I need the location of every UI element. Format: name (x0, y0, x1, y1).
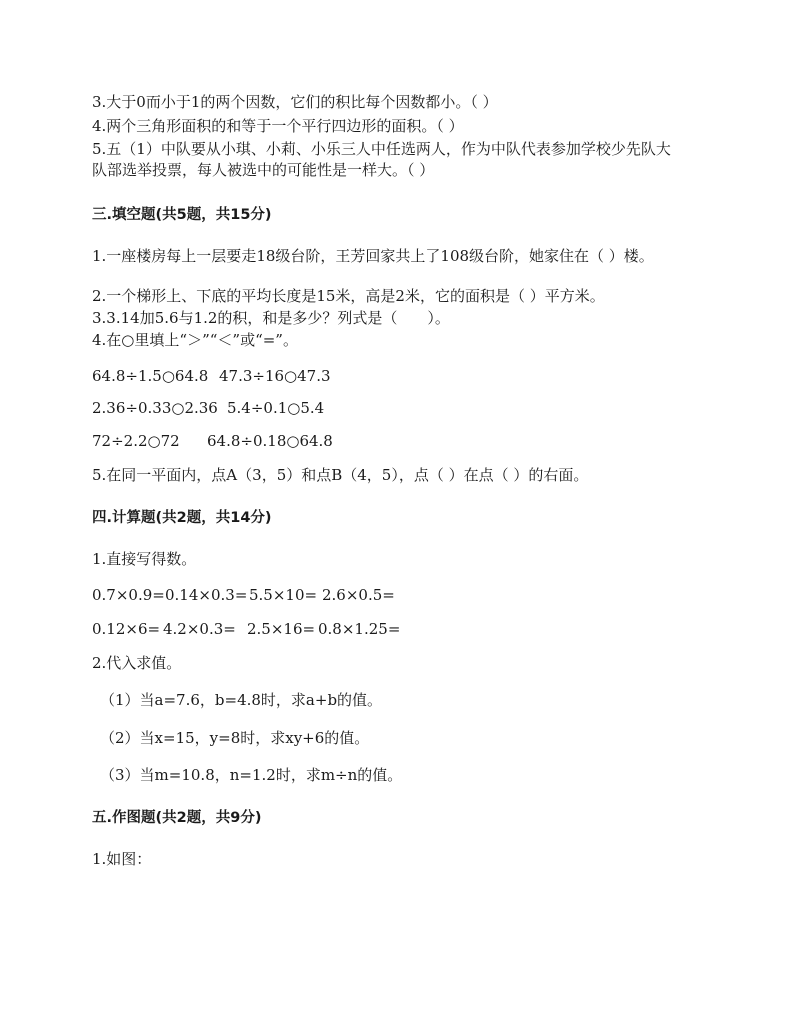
compare-item: 2.36÷0.33○2.36 (92, 399, 218, 417)
judge-q5-line1: 5.五（1）中队要从小琪、小莉、小乐三人中任选两人，作为中队代表参加学校少先队大 (92, 140, 671, 158)
calc-item: 4.2×0.3= (163, 620, 236, 638)
calc-item: 2.5×16= (247, 620, 316, 638)
calc-sub1: （1）当a=7.6，b=4.8时，求a+b的值。 (100, 691, 383, 709)
section4-title: 四.计算题(共2题，共14分) (92, 510, 272, 526)
judge-q4: 4.两个三角形面积的和等于一个平行四边形的面积。（ ） (92, 117, 464, 135)
fill-q4: 4.在○里填上“＞”“＜”或“=”。 (92, 331, 298, 349)
fill-q5: 5.在同一平面内，点A（3，5）和点B（4，5），点（ ）在点（ ）的右面。 (92, 466, 589, 484)
compare-item: 64.8÷1.5○64.8 (92, 367, 209, 385)
calc-q2: 2.代入求值。 (92, 654, 182, 672)
compare-item: 5.4÷0.1○5.4 (227, 399, 325, 417)
fill-q2: 2.一个梯形上、下底的平均长度是15米，高是2米，它的面积是（ ）平方米。 (92, 287, 605, 305)
calc-sub3: （3）当m=10.8，n=1.2时，求m÷n的值。 (100, 766, 403, 784)
calc-item: 0.8×1.25= (318, 620, 401, 638)
compare-row-3 (92, 431, 333, 451)
compare-row-1 (92, 366, 331, 386)
judge-q3: 3.大于0而小于1的两个因数，它们的积比每个因数都小。（ ） (92, 93, 498, 111)
draw-q1: 1.如图： (92, 850, 152, 868)
calc-row-1 (92, 585, 395, 605)
compare-item: 64.8÷0.18○64.8 (207, 432, 333, 450)
judge-q5-line2: 队部选举投票，每人被选中的可能性是一样大。（ ） (92, 161, 435, 179)
calc-q1: 1.直接写得数。 (92, 550, 197, 568)
compare-item: 72÷2.2○72 (92, 432, 180, 450)
compare-row-2 (92, 398, 324, 418)
section3-title: 三.填空题(共5题，共15分) (92, 207, 272, 223)
calc-item: 0.7×0.9= (92, 586, 165, 604)
calc-item: 0.14×0.3= (165, 586, 248, 604)
calc-item: 5.5×10= (249, 586, 318, 604)
section5-title: 五.作图题(共2题，共9分) (92, 810, 262, 826)
calc-sub2: （2）当x=15，y=8时，求xy+6的值。 (100, 729, 370, 747)
calc-row-2 (92, 619, 400, 639)
fill-q3: 3.3.14加5.6与1.2的积，和是多少？列式是（ ）。 (92, 309, 450, 327)
calc-item: 0.12×6= (92, 620, 161, 638)
calc-item: 2.6×0.5= (322, 586, 395, 604)
fill-q1: 1.一座楼房每上一层要走18级台阶，王芳回家共上了108级台阶，她家住在（ ）楼。 (92, 247, 654, 265)
compare-item: 47.3÷16○47.3 (219, 367, 331, 385)
